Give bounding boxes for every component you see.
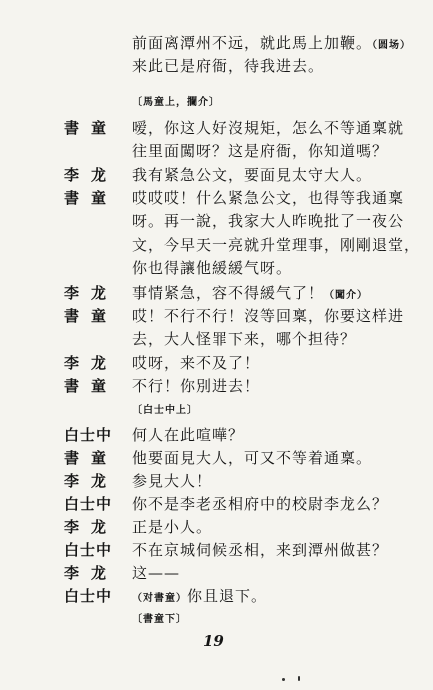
stage-note: （对書童） (132, 593, 187, 604)
dialogue-text: 你且退下。 (187, 587, 268, 605)
dialogue-text: 前面离潭州不远，就此馬上加鞭。 (132, 34, 373, 52)
speaker-name: 李龙 (64, 518, 119, 536)
speaker-name: 書童 (64, 377, 119, 395)
continuation-line-2 (132, 57, 324, 75)
print-speck (298, 676, 300, 681)
speaker-name: 書童 (64, 119, 119, 137)
speaker-name: 書童 (64, 307, 119, 325)
dialogue-line: 这—— (132, 564, 181, 582)
stage-note: （闖介） (324, 290, 369, 301)
dialogue-line: 何人在此喧嘩？ (132, 426, 245, 444)
dialogue-line: 我有紧急公文，要面見太守大人。 (132, 166, 373, 184)
print-speck (282, 678, 285, 681)
dialogue-line: 嗳，你这人好沒規矩，怎么不等通稟就 (132, 119, 405, 137)
dialogue-line: 往里面闖呀？这是府衙，你知道嗎？ (132, 142, 389, 160)
dialogue-line: 他要面見大人，可又不等着通稟。 (132, 449, 373, 467)
dialogue-line: 你不是李老丞相府中的校尉李龙么？ (132, 495, 389, 513)
dialogue-line: 哎呀，来不及了！ (132, 354, 261, 372)
speaker-name: 書童 (64, 189, 119, 207)
speaker-name: 李龙 (64, 472, 119, 490)
dialogue-line: 参見大人！ (132, 472, 213, 490)
dialogue-line: 哎哎哎！什么紧急公文，也得等我通稟 (132, 189, 405, 207)
stage-note: （圆场） (372, 40, 412, 51)
dialogue-line: 哎！不行不行！沒等回稟，你要这样进 (132, 307, 405, 325)
speaker-name: 白士中 (64, 495, 113, 513)
dialogue-line-with-note (132, 587, 267, 608)
dialogue-text: 来此已是府衙，待我进去。 (132, 57, 325, 75)
dialogue-line: 呀。再一說，我家大人昨晚批了一夜公 (132, 212, 405, 230)
speaker-name: 李龙 (64, 564, 119, 582)
page-number: 19 (203, 632, 224, 650)
speaker-name: 李龙 (64, 166, 119, 184)
stage-direction: 〔白士中上〕 (132, 405, 198, 416)
speaker-name: 白士中 (64, 541, 113, 559)
speaker-name: 白士中 (64, 587, 113, 605)
dialogue-line: 去，大人怪罪下来，哪个担待？ (132, 330, 357, 348)
continuation-line-1 (132, 34, 411, 55)
dialogue-line: 正是小人。 (132, 518, 213, 536)
dialogue-line: 不行！你別进去！ (132, 377, 261, 395)
dialogue-line: 不在京城伺候丞相，来到潭州做甚？ (132, 541, 389, 559)
stage-direction: 〔書童下〕 (132, 614, 187, 625)
dialogue-line: 文，今早天一亮就升堂理事，刚剛退堂， (132, 236, 421, 254)
stage-direction: 〔馬童上，攔介〕 (132, 97, 220, 108)
speaker-name: 書童 (64, 449, 119, 467)
dialogue-text: 事情紧急，容不得緩气了！ (132, 284, 325, 302)
speaker-name: 李龙 (64, 354, 119, 372)
speaker-name: 李龙 (64, 284, 119, 302)
dialogue-line: 你也得讓他緩緩气呀。 (132, 259, 293, 277)
dialogue-line-with-note (132, 284, 368, 305)
speaker-name: 白士中 (64, 426, 113, 444)
